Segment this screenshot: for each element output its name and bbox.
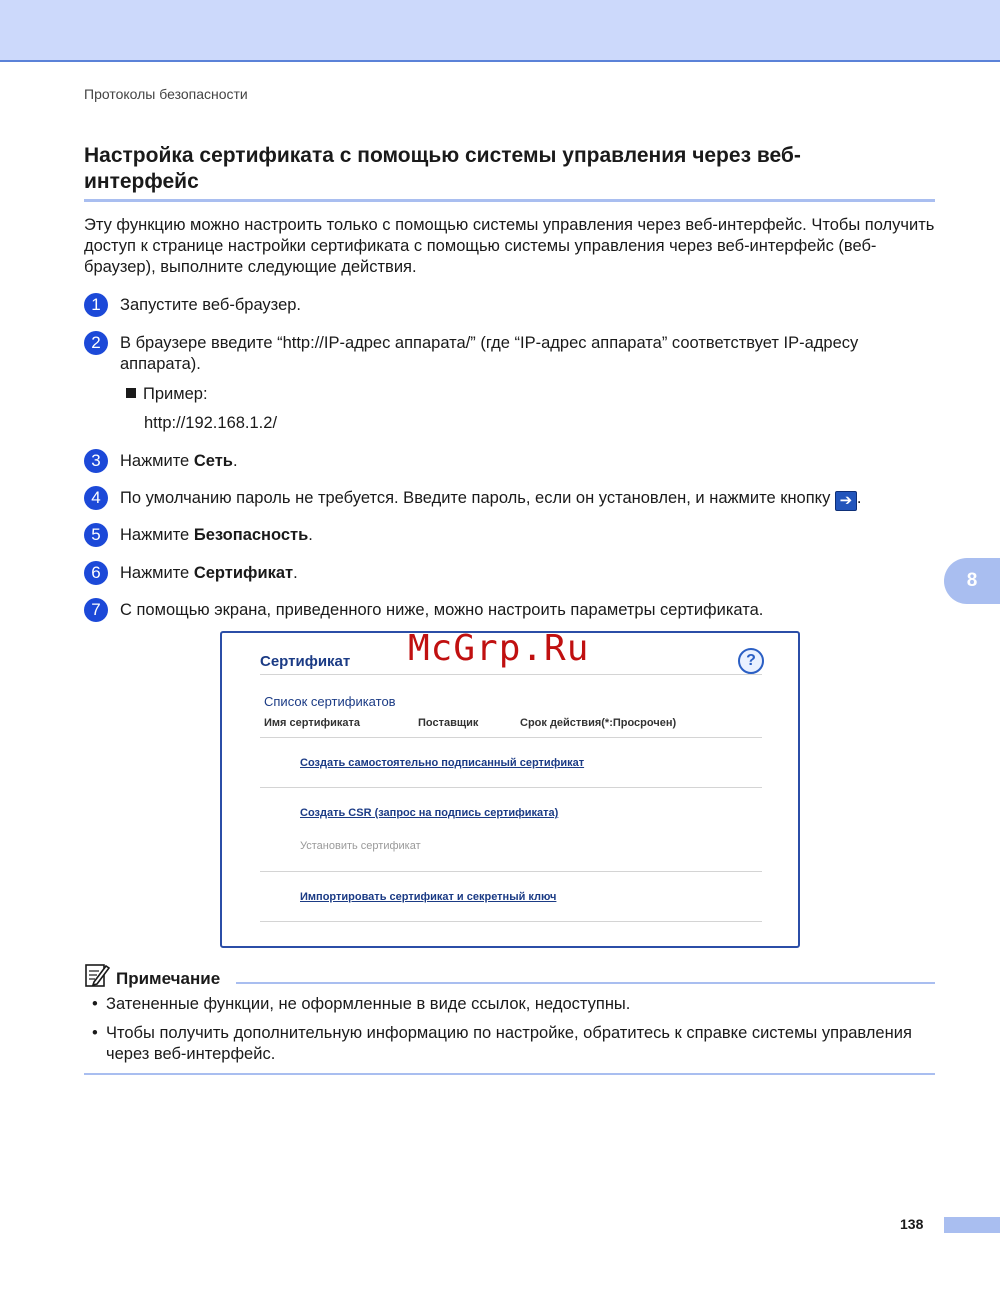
column-header-name: Имя сертификата xyxy=(264,717,360,729)
step-text: Нажмите Безопасность. xyxy=(120,526,313,544)
title-rule xyxy=(84,199,935,202)
note-text: Затененные функции, не оформленные в виде ссылок, недоступны. xyxy=(106,995,631,1013)
square-bullet-icon xyxy=(126,388,136,398)
step-number: 3 xyxy=(84,449,108,473)
bullet-dot: • xyxy=(92,995,98,1013)
step-number: 2 xyxy=(84,331,108,355)
divider xyxy=(260,787,762,788)
top-band xyxy=(0,0,1000,62)
section-title: Настройка сертификата с помощью системы управления через веб-интерфейс xyxy=(84,144,801,193)
note-text: Чтобы получить дополнительную информацию по настройке, обратитесь к справке системы управления через веб-интерфейс. xyxy=(106,1024,912,1063)
help-icon[interactable]: ? xyxy=(738,648,764,674)
import-certificate-link[interactable]: Импортировать сертификат и секретный ключ xyxy=(300,891,557,903)
note-rule xyxy=(84,1073,935,1075)
chapter-tab: 8 xyxy=(944,558,1000,604)
step-text: В браузере введите “http://IP-адрес аппарата/” (где “IP-адрес аппарата” соответствует IP-адресу аппарата). xyxy=(120,334,859,373)
certificate-title: Сертификат xyxy=(260,653,351,670)
example-url: http://192.168.1.2/ xyxy=(144,414,278,432)
divider xyxy=(260,921,762,922)
divider xyxy=(260,674,762,675)
note-rule xyxy=(236,982,935,984)
create-self-signed-link[interactable]: Создать самостоятельно подписанный сертификат xyxy=(300,757,585,769)
step-text: По умолчанию пароль не требуется. Введите пароль, если он установлен, и нажмите кнопку ➔ . xyxy=(120,489,862,509)
step-number: 4 xyxy=(84,486,108,510)
install-certificate-disabled: Установить сертификат xyxy=(300,840,421,852)
watermark: McGrp.Ru xyxy=(408,628,590,669)
certificate-list-title: Список сертификатов xyxy=(264,694,396,709)
example-label: Пример: xyxy=(143,385,208,403)
running-header: Протоколы безопасности xyxy=(84,86,248,102)
page-bar xyxy=(944,1217,1000,1233)
create-csr-link[interactable]: Создать CSR (запрос на подпись сертификата) xyxy=(300,807,559,819)
step-text: Запустите веб-браузер. xyxy=(120,296,302,314)
note-title: Примечание xyxy=(116,969,221,988)
bullet-dot: • xyxy=(92,1024,98,1042)
step-text: Нажмите Сеть. xyxy=(120,452,238,470)
step-number: 5 xyxy=(84,523,108,547)
certificate-screenshot xyxy=(220,631,800,948)
intro-paragraph: Эту функцию можно настроить только с помощью системы управления через веб-интерфейс. Чтобы получить доступ к странице настройки сертификата с помощью системы управления через веб-интерфейс (веб-браузер), выполните следующие действия. xyxy=(84,216,935,276)
note-pencil-icon xyxy=(84,962,110,988)
step-number: 7 xyxy=(84,598,108,622)
page-number: 138 xyxy=(900,1216,924,1232)
step-number: 6 xyxy=(84,561,108,585)
example-item xyxy=(126,384,208,405)
divider xyxy=(260,871,762,872)
step-text: Нажмите Сертификат. xyxy=(120,564,298,582)
step-number: 1 xyxy=(84,293,108,317)
column-header-issuer: Поставщик xyxy=(418,717,479,729)
divider xyxy=(260,737,762,738)
column-header-validity: Срок действия(*:Просрочен) xyxy=(520,717,677,729)
step-text: С помощью экрана, приведенного ниже, можно настроить параметры сертификата. xyxy=(120,601,764,619)
go-arrow-icon: ➔ xyxy=(835,491,857,511)
